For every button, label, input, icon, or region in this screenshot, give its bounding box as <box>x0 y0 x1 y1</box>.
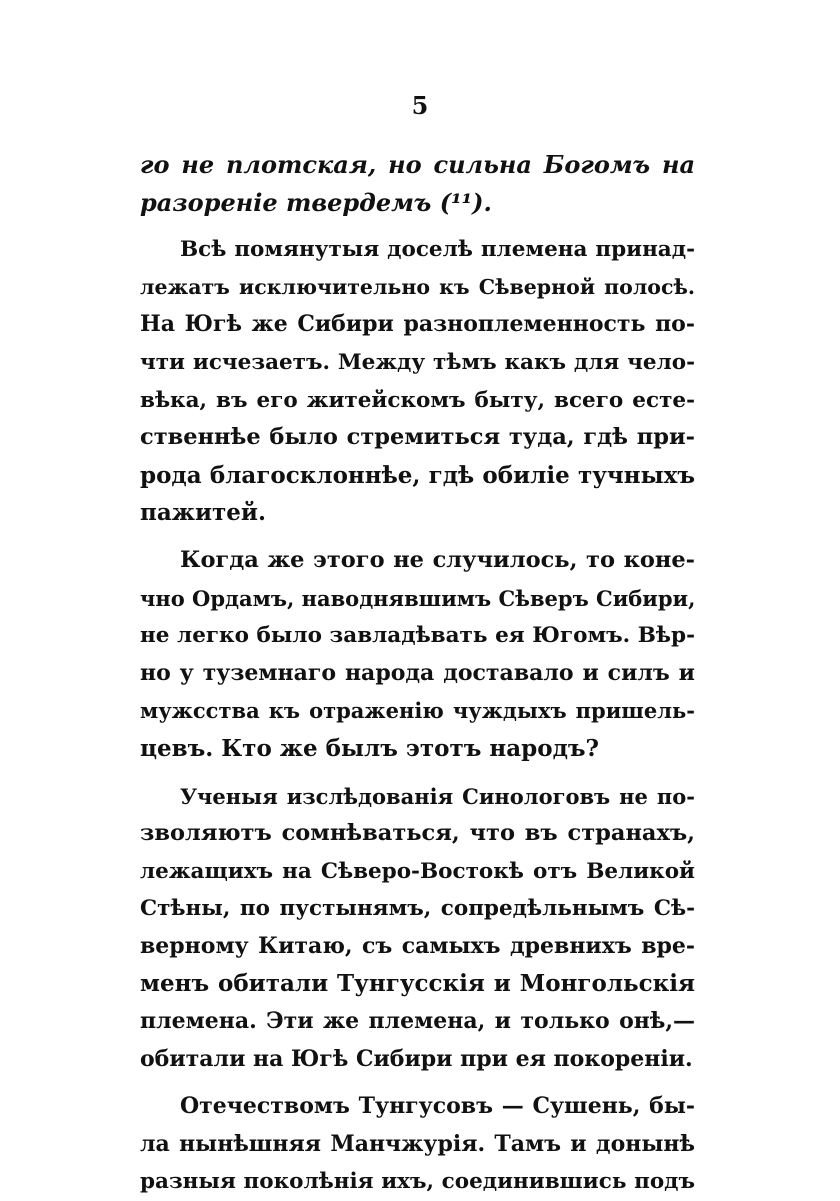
text-line: чно Ордамъ, наводнявшимъ Сѣверъ Сибири, <box>140 585 696 611</box>
text-line: рода благосклоннѣе, гдѣ обиліе тучныхъ <box>140 461 695 489</box>
paragraph <box>140 231 695 532</box>
text-line: На Югѣ же Сибири разноплеменность по- <box>140 311 695 338</box>
text-line: мужсства къ отраженію чуждыхъ пришель- <box>140 698 695 724</box>
text-line: Стѣны, по пустынямъ, сопредѣльнымъ Сѣ- <box>140 896 695 922</box>
text-line: племена. Эти же племена, и только онѣ,— <box>140 1008 695 1035</box>
text-line: Отечествомъ Тунгусовъ — Сушень, бы- <box>180 1093 695 1120</box>
text-line: зволяютъ сомнѣваться, что въ странахъ, <box>140 820 695 847</box>
text-line: разореніе твердемъ (¹¹). <box>140 187 492 217</box>
text-line: лежатъ исключительно къ Сѣверной полосѣ. <box>140 274 695 299</box>
page-number: 5 <box>411 91 429 120</box>
paragraph <box>140 1088 695 1201</box>
text-line: но у туземнаго народа доставало и силъ и <box>140 659 695 686</box>
text-line: цевъ. Кто же былъ этотъ народъ? <box>140 734 600 762</box>
text-line: лежащихъ на Сѣверо-Востокѣ отъ Великой <box>140 858 695 884</box>
text-line: не легко было завладѣвать ея Югомъ. Вѣр- <box>140 623 695 649</box>
text-line: верному Китаю, съ самыхъ древнихъ вре- <box>140 932 695 959</box>
text-line: пажитей. <box>140 499 266 527</box>
text-line: го не плотская, но сильна Богомъ на <box>140 150 695 179</box>
text-line: Когда же этого не случилось, то коне- <box>180 546 695 573</box>
text-line: обитали на Югѣ Сибири при ея покореніи. <box>140 1045 693 1072</box>
paragraph <box>140 778 695 1079</box>
text-line: чти исчезаетъ. Между тѣмъ какъ для чело- <box>140 349 695 375</box>
text-line: Всѣ помянутыя доселѣ племена принад- <box>180 237 695 263</box>
text-line: Ученыя изслѣдованія Синологовъ не по- <box>180 783 695 809</box>
paragraph-continuation <box>140 146 695 221</box>
paragraph <box>140 542 695 768</box>
text-line: ственнѣе было стремиться туда, гдѣ при- <box>140 424 695 451</box>
text-line: менъ обитали Тунгусскія и Монгольскія <box>140 970 695 998</box>
text-line: разныя поколѣнія ихъ, соединившись подъ <box>140 1169 695 1195</box>
page-text <box>140 146 695 1201</box>
text-line: ла нынѣшняя Манчжурія. Тамъ и донынѣ <box>140 1130 695 1157</box>
text-line: вѣка, въ его житейскомъ быту, всего есте- <box>140 387 695 413</box>
